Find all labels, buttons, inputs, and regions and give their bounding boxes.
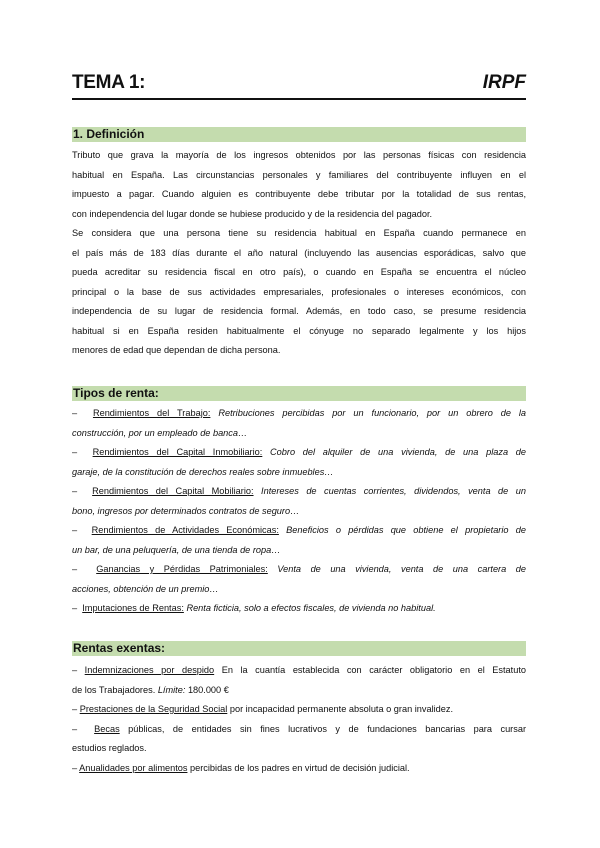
item-term: Rendimientos del Trabajo: (92, 408, 211, 418)
item-desc: por incapacidad permanente absoluta o gran invalidez. (227, 704, 454, 714)
list-item: – Imputaciones de Rentas: Renta ficticia, solo a efectos fiscales, de vivienda no habitual. (72, 603, 436, 613)
item-desc: Renta ficticia, solo a efectos fiscales, de vivienda no habitual. (186, 603, 436, 613)
text-line: Se considera que una persona tiene su residencia habitual en España cuando permanece en (72, 228, 526, 238)
list-item: – Rendimientos del Trabajo: Retribuciones percibidas por un funcionario, por un obrero de la (72, 408, 526, 418)
text-line: pueda acreditar su residencia fiscal en otro país), o cuando en España se encuentra el núcleo (72, 267, 526, 277)
list-item-continuation: bono, ingresos por determinados contratos de seguro… (72, 505, 300, 516)
item-term: Rendimientos del Capital Inmobiliario: (92, 447, 263, 457)
text-line: menores de edad que dependan de dicha persona. (72, 345, 281, 355)
tipos-list (72, 404, 526, 619)
definicion-paragraph (72, 146, 526, 361)
item-term: Imputaciones de Rentas: (82, 603, 184, 613)
item-term: Becas (94, 723, 120, 734)
text-line: con independencia del lugar donde se hubiese producido y de la residencia del pagador. (72, 208, 433, 219)
item-desc: Venta de una vivienda, venta de una cartera de (277, 564, 526, 574)
list-item-continuation: de los Trabajadores. Límite: 180.000 € (72, 684, 229, 695)
section-heading-tipos: Tipos de renta: (72, 386, 526, 401)
item-desc: Cobro del alquiler de una vivienda, de una plaza de (270, 447, 526, 457)
item-desc: Retribuciones percibidas por un funcionario, por un obrero de la (218, 408, 526, 418)
item-term: Ganancias y Pérdidas Patrimoniales: (96, 564, 268, 574)
list-item: – Becas públicas, de entidades sin fines lucrativos y de fundaciones bancarias para cursar (72, 723, 526, 734)
text-line: el país más de 183 días durante el año natural (incluyendo las ausencias esporádicas, salvo que (72, 247, 526, 258)
limit-value: 180.000 € (185, 684, 229, 695)
text-line: habitual en España. Las circunstancias personales y familiares del contribuyente influyen en el (72, 169, 526, 180)
title-row (72, 72, 526, 98)
topic-number: TEMA 1: (72, 72, 146, 93)
list-item: – Prestaciones de la Seguridad Social por incapacidad permanente absoluta o gran invalidez. (72, 704, 454, 714)
item-desc: públicas, de entidades sin fines lucrativos y de fundaciones bancarias para cursar (119, 723, 526, 734)
limit-label: Límite: (157, 684, 186, 695)
list-item-continuation: acciones, obtención de un premio… (72, 583, 219, 594)
text-line: Tributo que grava la mayoría de los ingresos obtenidos por las personas físicas con residencia (72, 150, 526, 160)
text-line: impuesto a pagar. Cuando alguien es contribuyente debe tributar por la totalidad de sus rentas, (72, 189, 526, 199)
list-item: – Rendimientos de Actividades Económicas: Beneficios o pérdidas que obtiene el propietario de (72, 525, 526, 535)
list-item: – Anualidades por alimentos percibidas de los padres en virtud de decisión judicial. (72, 762, 410, 773)
text-line: principal o la base de sus actividades empresariales, profesionales o intereses económicos, con (72, 286, 526, 297)
item-term: Rendimientos del Capital Mobiliario: (92, 486, 254, 496)
item-desc: Intereses de cuentas corrientes, dividendos, venta de un (261, 486, 526, 496)
section-heading-exentas: Rentas exentas: (72, 641, 526, 656)
list-item: – Rendimientos del Capital Mobiliario: Intereses de cuentas corrientes, dividendos, venta de un (72, 486, 526, 496)
item-term: Prestaciones de la Seguridad Social (79, 704, 228, 714)
list-item: – Ganancias y Pérdidas Patrimoniales: Venta de una vivienda, venta de una cartera de (72, 564, 526, 574)
title-divider (72, 98, 526, 100)
item-desc: percibidas de los padres en virtud de decisión judicial. (187, 762, 410, 773)
item-term: Rendimientos de Actividades Económicas: (91, 525, 279, 535)
text-line: habitual si en España residen habitualmente el cónyuge no separado legalmente y los hijos (72, 325, 526, 336)
list-item-continuation: estudios reglados. (72, 743, 147, 753)
exentas-list (72, 661, 526, 778)
text-line: independencia de su lugar de residencia formal. Además, en todo caso, se presume residencia (72, 306, 526, 316)
section-heading-definicion: 1. Definición (72, 127, 526, 142)
list-item-continuation: un bar, de una peluquería, de una tienda de ropa… (72, 544, 281, 555)
list-item-continuation: garaje, de la constitución de derechos reales sobre inmuebles… (72, 466, 334, 477)
list-item: – Rendimientos del Capital Inmobiliario: Cobro del alquiler de una vivienda, de una plaza de (72, 447, 526, 457)
list-item-continuation: construcción, por un empleado de banca… (72, 427, 248, 438)
item-desc: Beneficios o pérdidas que obtiene el propietario de (286, 525, 526, 535)
item-term: Indemnizaciones por despido (84, 665, 215, 675)
list-item: – Indemnizaciones por despido En la cuantía establecida con carácter obligatorio en el Estatuto (72, 665, 526, 675)
item-desc: En la cuantía establecida con carácter obligatorio en el Estatuto (214, 665, 526, 675)
topic-subject: IRPF (482, 72, 526, 93)
item-term: Anualidades por alimentos (79, 762, 188, 773)
